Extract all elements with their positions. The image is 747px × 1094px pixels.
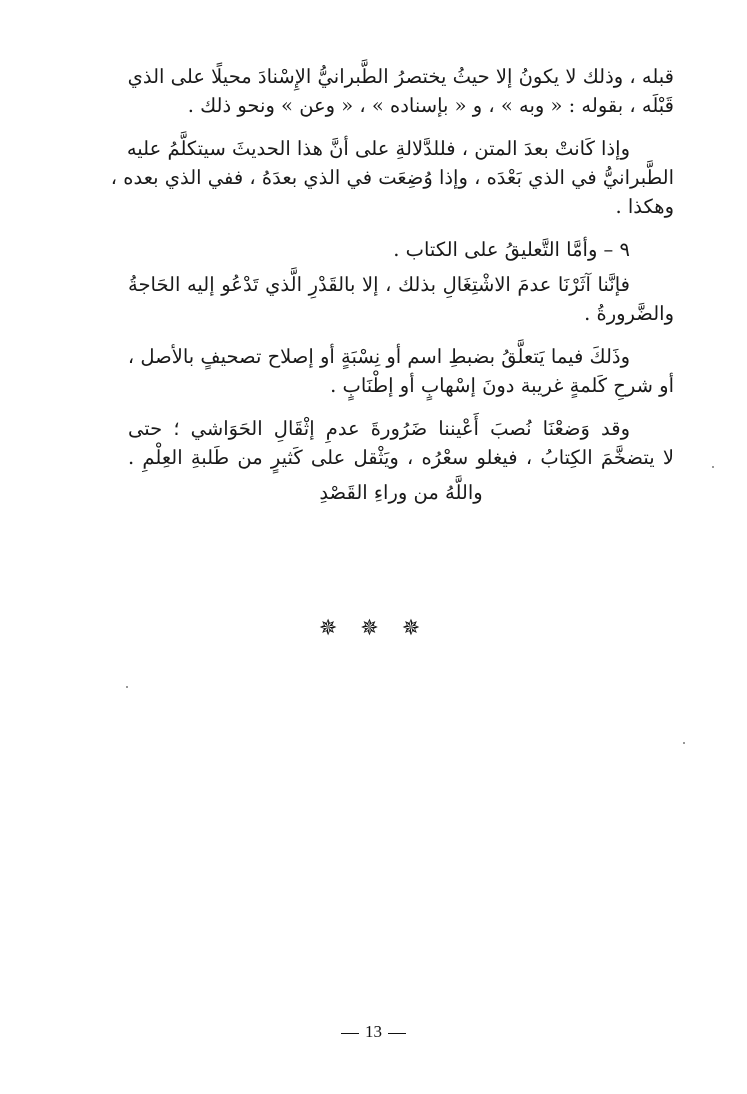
dash-left xyxy=(341,1033,359,1034)
paragraph-4-line-1: فإنَّنا آثَرْنَا عدمَ الاشْتِغَالِ بذلك ، إلا بالقَدْرِ الَّذي تَدْعُو إليه الحَاجةُ xyxy=(128,273,630,296)
star-ornament-divider: ✵ ✵ ✵ xyxy=(318,616,429,641)
paragraph-gap xyxy=(128,328,674,342)
paragraph-gap xyxy=(128,120,674,134)
paragraph-gap xyxy=(128,221,674,235)
paragraph-2-line-3: وهكذا . xyxy=(615,195,674,218)
scan-speck xyxy=(712,466,714,468)
page-number-footer xyxy=(0,1022,747,1042)
paragraph-1-line-1: قبله ، وذلك لا يكونُ إلا حيثُ يختصرُ الطَّبرانيُّ الإِسْنادَ محيلًا على الذي xyxy=(127,65,674,88)
paragraph-2-line-1: وإذا كَانتْ بعدَ المتن ، فللدَّلالةِ على أنَّ هذا الحديثَ سيتكلَّمُ عليه xyxy=(126,137,630,160)
scan-speck xyxy=(683,742,685,744)
dash-right xyxy=(388,1033,406,1034)
page-number: 13 xyxy=(365,1022,382,1041)
paragraph-5-line-2: أو شرحِ كَلمةٍ غريبة دونَ إسْهابٍ أو إطْنَابٍ . xyxy=(330,374,674,397)
paragraph-6-line-2: لا يتضخَّمَ الكِتابُ ، فيغلو سعْرُه ، ويَثْقل على كَثيرٍ من طَلبةِ العِلْمِ . xyxy=(128,446,674,469)
paragraph-gap xyxy=(128,400,674,414)
paragraph-6-line-1: وقد وَضعْنَا نُصبَ أَعْيننا ضَرُورةَ عدمِ إثْقَالِ الحَوَاشي ؛ حتى xyxy=(128,417,630,440)
paragraph-2-line-2: الطَّبرانيُّ في الذي بَعْدَه ، وإذا وُضِعَت في الذي بعدَهُ ، ففي الذي بعده ، xyxy=(110,166,674,189)
paragraph-1-line-2: قَبْلَه ، بقوله : « وبه » ، و « بإسناده » ، « وعن » ونحو ذلك . xyxy=(187,94,674,117)
scan-speck xyxy=(126,686,128,688)
closing-phrase: واللَّهُ من وراءِ القَصْدِ xyxy=(319,481,483,504)
body-text xyxy=(110,62,674,507)
section-9-heading: ٩ – وأمَّا التَّعليقُ على الكتاب . xyxy=(393,238,630,261)
paragraph-5-line-1: وذَلكَ فيما يَتعلَّقُ بضبطِ اسم أو نِسْبَةٍ أو إصلاح تصحيفٍ بالأصل ، xyxy=(127,345,630,368)
paragraph-4-line-2: والضَّرورةُ . xyxy=(584,302,674,325)
